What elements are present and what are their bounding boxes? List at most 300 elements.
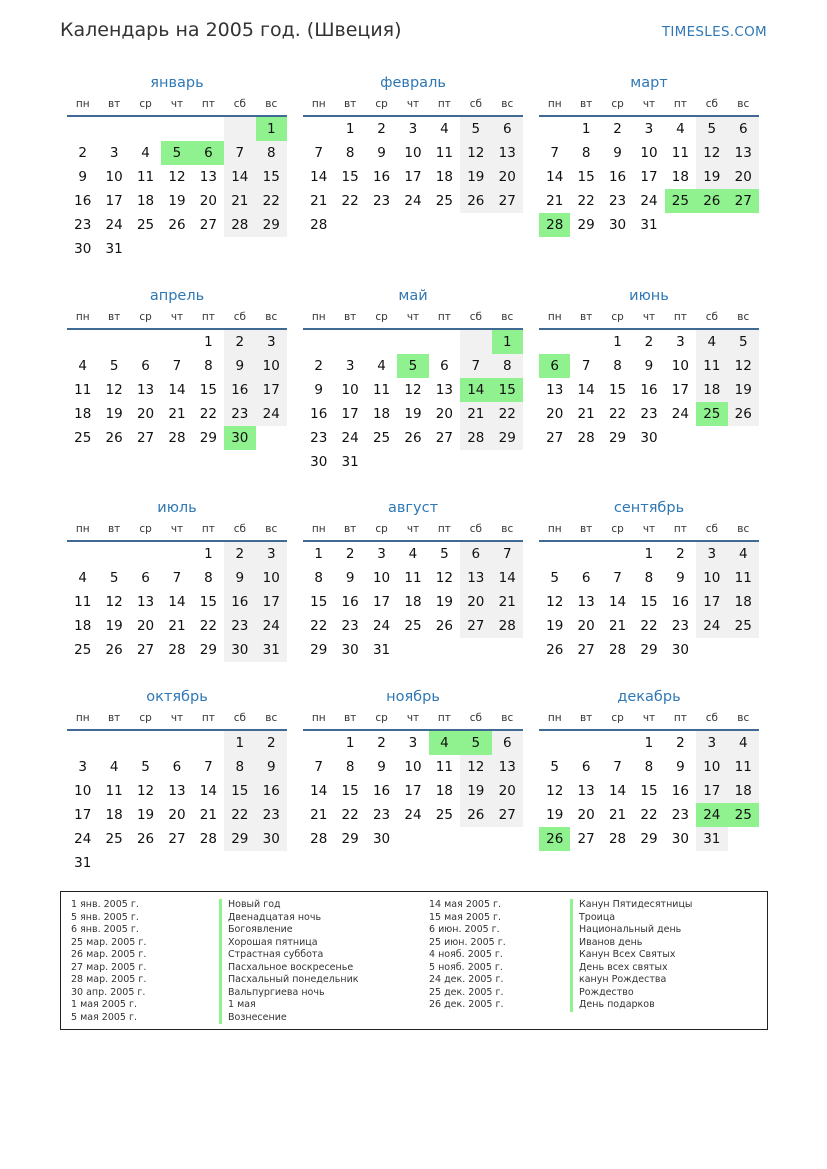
day-cell[interactable]: 27 — [577, 642, 595, 658]
day-cell[interactable]: 13 — [492, 755, 523, 779]
day-cell[interactable]: 13 — [168, 783, 186, 799]
day-cell[interactable]: 11 — [105, 783, 123, 799]
day-cell[interactable]: 12 — [168, 169, 186, 185]
day-cell[interactable]: 15 — [256, 165, 287, 189]
day-cell[interactable]: 21 — [492, 590, 523, 614]
day-cell[interactable]: 1 — [613, 334, 622, 350]
day-cell[interactable]: 4 — [728, 542, 759, 566]
day-cell[interactable]: 14 — [168, 594, 186, 610]
day-cell[interactable]: 10 — [671, 358, 689, 374]
day-cell[interactable]: 23 — [310, 430, 328, 446]
day-cell[interactable]: 17 — [256, 378, 287, 402]
day-cell[interactable]: 6 — [440, 358, 449, 374]
day-cell[interactable]: 30 — [372, 831, 391, 847]
day-cell[interactable]: 19 — [546, 807, 564, 823]
day-cell[interactable]: 19 — [105, 406, 123, 422]
day-cell[interactable]: 2 — [78, 145, 87, 161]
day-cell[interactable]: 22 — [224, 803, 255, 827]
day-cell[interactable]: 6 — [539, 354, 570, 378]
day-cell[interactable]: 13 — [577, 594, 595, 610]
day-cell[interactable]: 15 — [608, 382, 627, 398]
day-cell[interactable]: 24 — [372, 618, 391, 634]
day-cell[interactable]: 8 — [581, 145, 591, 161]
day-cell[interactable]: 3 — [78, 759, 87, 775]
day-cell[interactable]: 1 — [314, 546, 323, 562]
day-cell[interactable]: 8 — [204, 570, 213, 586]
day-cell[interactable]: 21 — [310, 807, 328, 823]
day-cell[interactable]: 10 — [256, 354, 287, 378]
day-cell[interactable]: 9 — [644, 358, 654, 374]
day-cell[interactable]: 5 — [728, 330, 759, 354]
day-cell[interactable]: 31 — [341, 454, 359, 470]
day-cell[interactable]: 26 — [728, 402, 759, 426]
day-cell[interactable]: 25 — [74, 642, 92, 658]
day-cell[interactable]: 24 — [256, 402, 287, 426]
day-cell[interactable]: 9 — [345, 570, 355, 586]
day-cell[interactable]: 13 — [546, 382, 564, 398]
day-cell[interactable]: 22 — [199, 618, 217, 634]
day-cell[interactable]: 28 — [224, 213, 255, 237]
day-cell[interactable]: 30 — [671, 642, 689, 658]
day-cell[interactable]: 26 — [460, 803, 491, 827]
day-cell[interactable]: 29 — [199, 430, 217, 446]
day-cell[interactable]: 1 — [345, 121, 355, 137]
day-cell[interactable]: 27 — [728, 189, 759, 213]
day-cell[interactable]: 3 — [256, 330, 287, 354]
day-cell[interactable]: 30 — [608, 217, 627, 233]
day-cell[interactable]: 26 — [460, 189, 491, 213]
day-cell[interactable]: 27 — [168, 831, 186, 847]
day-cell[interactable]: 16 — [608, 169, 627, 185]
day-cell[interactable]: 25 — [728, 614, 759, 638]
day-cell[interactable]: 27 — [546, 430, 564, 446]
day-cell[interactable]: 26 — [105, 430, 123, 446]
day-cell[interactable]: 29 — [224, 827, 255, 851]
day-cell[interactable]: 12 — [728, 354, 759, 378]
day-cell[interactable]: 6 — [492, 117, 523, 141]
day-cell[interactable]: 7 — [314, 759, 323, 775]
day-cell[interactable]: 23 — [372, 807, 391, 823]
day-cell[interactable]: 1 — [256, 117, 287, 141]
day-cell[interactable]: 3 — [676, 334, 685, 350]
day-cell[interactable]: 15 — [341, 783, 359, 799]
day-cell[interactable]: 23 — [341, 618, 359, 634]
day-cell[interactable]: 16 — [310, 406, 328, 422]
day-cell[interactable]: 18 — [372, 406, 391, 422]
day-cell[interactable]: 28 — [310, 217, 328, 233]
day-cell[interactable]: 13 — [136, 594, 155, 610]
day-cell[interactable]: 5 — [109, 358, 119, 374]
day-cell[interactable]: 8 — [314, 570, 323, 586]
day-cell[interactable]: 24 — [640, 193, 658, 209]
day-cell[interactable]: 20 — [546, 406, 564, 422]
day-cell[interactable]: 11 — [696, 354, 727, 378]
day-cell[interactable]: 6 — [581, 570, 591, 586]
day-cell[interactable]: 20 — [435, 406, 453, 422]
day-cell[interactable]: 1 — [204, 334, 213, 350]
day-cell[interactable]: 22 — [341, 193, 359, 209]
day-cell[interactable]: 23 — [640, 406, 658, 422]
day-cell[interactable]: 7 — [460, 354, 491, 378]
day-cell[interactable]: 16 — [372, 783, 391, 799]
day-cell[interactable]: 27 — [136, 642, 155, 658]
day-cell[interactable]: 9 — [224, 354, 255, 378]
day-cell[interactable]: 26 — [404, 430, 422, 446]
day-cell[interactable]: 17 — [404, 783, 422, 799]
day-cell[interactable]: 11 — [136, 169, 155, 185]
day-cell[interactable]: 12 — [404, 382, 422, 398]
day-cell[interactable]: 10 — [404, 759, 422, 775]
day-cell[interactable]: 18 — [728, 590, 759, 614]
day-cell[interactable]: 4 — [676, 121, 685, 137]
day-cell[interactable]: 7 — [581, 358, 591, 374]
day-cell[interactable]: 29 — [256, 213, 287, 237]
day-cell[interactable]: 25 — [696, 402, 727, 426]
day-cell[interactable]: 7 — [314, 145, 323, 161]
day-cell[interactable]: 17 — [404, 169, 422, 185]
day-cell[interactable]: 17 — [640, 169, 658, 185]
day-cell[interactable]: 11 — [435, 759, 453, 775]
day-cell[interactable]: 30 — [671, 831, 689, 847]
day-cell[interactable]: 29 — [492, 426, 523, 450]
day-cell[interactable]: 1 — [644, 546, 654, 562]
day-cell[interactable]: 6 — [581, 759, 591, 775]
day-cell[interactable]: 15 — [341, 169, 359, 185]
day-cell[interactable]: 17 — [696, 590, 727, 614]
day-cell[interactable]: 10 — [696, 755, 727, 779]
day-cell[interactable]: 10 — [404, 145, 422, 161]
day-cell[interactable]: 4 — [141, 145, 150, 161]
day-cell[interactable]: 23 — [671, 807, 689, 823]
day-cell[interactable]: 17 — [372, 594, 391, 610]
day-cell[interactable]: 24 — [404, 807, 422, 823]
day-cell[interactable]: 22 — [492, 402, 523, 426]
day-cell[interactable]: 14 — [224, 165, 255, 189]
day-cell[interactable]: 23 — [224, 614, 255, 638]
day-cell[interactable]: 11 — [404, 570, 422, 586]
day-cell[interactable]: 30 — [341, 642, 359, 658]
day-cell[interactable]: 1 — [581, 121, 591, 137]
day-cell[interactable]: 3 — [696, 542, 727, 566]
day-cell[interactable]: 10 — [341, 382, 359, 398]
day-cell[interactable]: 2 — [676, 735, 685, 751]
day-cell[interactable]: 15 — [199, 382, 217, 398]
day-cell[interactable]: 8 — [204, 358, 213, 374]
day-cell[interactable]: 7 — [224, 141, 255, 165]
day-cell[interactable]: 14 — [492, 566, 523, 590]
day-cell[interactable]: 30 — [310, 454, 328, 470]
day-cell[interactable]: 21 — [546, 193, 564, 209]
day-cell[interactable]: 2 — [644, 334, 654, 350]
day-cell[interactable]: 16 — [256, 779, 287, 803]
day-cell[interactable]: 31 — [74, 855, 92, 871]
day-cell[interactable]: 21 — [608, 618, 627, 634]
day-cell[interactable]: 13 — [492, 141, 523, 165]
day-cell[interactable]: 16 — [671, 783, 689, 799]
day-cell[interactable]: 7 — [492, 542, 523, 566]
day-cell[interactable]: 6 — [141, 358, 150, 374]
day-cell[interactable]: 18 — [74, 406, 92, 422]
day-cell[interactable]: 25 — [728, 803, 759, 827]
day-cell[interactable]: 24 — [341, 430, 359, 446]
day-cell[interactable]: 2 — [377, 735, 386, 751]
day-cell[interactable]: 18 — [696, 378, 727, 402]
day-cell[interactable]: 3 — [109, 145, 119, 161]
day-cell[interactable]: 8 — [492, 354, 523, 378]
day-cell[interactable]: 10 — [640, 145, 658, 161]
day-cell[interactable]: 24 — [671, 406, 689, 422]
day-cell[interactable]: 24 — [105, 217, 123, 233]
day-cell[interactable]: 6 — [172, 759, 182, 775]
day-cell[interactable]: 6 — [492, 731, 523, 755]
day-cell[interactable]: 12 — [136, 783, 155, 799]
day-cell[interactable]: 29 — [640, 831, 658, 847]
day-cell[interactable]: 16 — [341, 594, 359, 610]
day-cell[interactable]: 18 — [74, 618, 92, 634]
day-cell[interactable]: 31 — [372, 642, 391, 658]
day-cell[interactable]: 21 — [168, 618, 186, 634]
day-cell[interactable]: 18 — [435, 783, 453, 799]
day-cell[interactable]: 20 — [492, 779, 523, 803]
day-cell[interactable]: 23 — [671, 618, 689, 634]
day-cell[interactable]: 20 — [168, 807, 186, 823]
day-cell[interactable]: 9 — [224, 566, 255, 590]
day-cell[interactable]: 16 — [372, 169, 391, 185]
day-cell[interactable]: 6 — [193, 141, 224, 165]
day-cell[interactable]: 28 — [539, 213, 570, 237]
day-cell[interactable]: 4 — [440, 121, 449, 137]
day-cell[interactable]: 25 — [136, 217, 155, 233]
day-cell[interactable]: 23 — [372, 193, 391, 209]
day-cell[interactable]: 26 — [435, 618, 453, 634]
day-cell[interactable]: 17 — [671, 382, 689, 398]
day-cell[interactable]: 7 — [550, 145, 559, 161]
day-cell[interactable]: 24 — [74, 831, 92, 847]
day-cell[interactable]: 13 — [136, 382, 155, 398]
day-cell[interactable]: 19 — [136, 807, 155, 823]
day-cell[interactable]: 26 — [539, 827, 570, 851]
day-cell[interactable]: 17 — [74, 807, 92, 823]
day-cell[interactable]: 2 — [613, 121, 622, 137]
day-cell[interactable]: 9 — [78, 169, 87, 185]
day-cell[interactable]: 22 — [310, 618, 328, 634]
day-cell[interactable]: 11 — [74, 594, 92, 610]
day-cell[interactable]: 18 — [136, 193, 155, 209]
day-cell[interactable]: 4 — [696, 330, 727, 354]
day-cell[interactable]: 15 — [492, 378, 523, 402]
day-cell[interactable]: 19 — [105, 618, 123, 634]
day-cell[interactable]: 7 — [204, 759, 213, 775]
day-cell[interactable]: 22 — [608, 406, 627, 422]
day-cell[interactable]: 5 — [397, 354, 428, 378]
day-cell[interactable]: 29 — [608, 430, 627, 446]
day-cell[interactable]: 15 — [577, 169, 595, 185]
day-cell[interactable]: 25 — [372, 430, 391, 446]
day-cell[interactable]: 7 — [172, 358, 182, 374]
day-cell[interactable]: 16 — [640, 382, 658, 398]
day-cell[interactable]: 5 — [550, 759, 559, 775]
day-cell[interactable]: 23 — [224, 402, 255, 426]
day-cell[interactable]: 5 — [109, 570, 119, 586]
day-cell[interactable]: 1 — [204, 546, 213, 562]
day-cell[interactable]: 24 — [404, 193, 422, 209]
day-cell[interactable]: 2 — [676, 546, 685, 562]
day-cell[interactable]: 12 — [460, 141, 491, 165]
day-cell[interactable]: 24 — [256, 614, 287, 638]
day-cell[interactable]: 3 — [377, 546, 386, 562]
day-cell[interactable]: 12 — [546, 783, 564, 799]
day-cell[interactable]: 16 — [224, 590, 255, 614]
day-cell[interactable]: 28 — [168, 642, 186, 658]
site-logo-text[interactable]: TIMESLES.COM — [661, 24, 767, 40]
day-cell[interactable]: 2 — [377, 121, 386, 137]
day-cell[interactable]: 26 — [105, 642, 123, 658]
day-cell[interactable]: 28 — [608, 642, 627, 658]
day-cell[interactable]: 28 — [168, 430, 186, 446]
day-cell[interactable]: 25 — [665, 189, 696, 213]
day-cell[interactable]: 16 — [74, 193, 92, 209]
day-cell[interactable]: 22 — [577, 193, 595, 209]
day-cell[interactable]: 14 — [577, 382, 595, 398]
day-cell[interactable]: 31 — [256, 638, 287, 662]
day-cell[interactable]: 8 — [345, 759, 355, 775]
day-cell[interactable]: 15 — [640, 594, 658, 610]
day-cell[interactable]: 11 — [728, 755, 759, 779]
day-cell[interactable]: 11 — [435, 145, 453, 161]
day-cell[interactable]: 6 — [460, 542, 491, 566]
day-cell[interactable]: 29 — [310, 642, 328, 658]
day-cell[interactable]: 20 — [460, 590, 491, 614]
day-cell[interactable]: 8 — [224, 755, 255, 779]
day-cell[interactable]: 4 — [78, 358, 87, 374]
day-cell[interactable]: 30 — [74, 241, 92, 257]
day-cell[interactable]: 19 — [546, 618, 564, 634]
day-cell[interactable]: 22 — [640, 618, 658, 634]
day-cell[interactable]: 18 — [435, 169, 453, 185]
day-cell[interactable]: 18 — [404, 594, 422, 610]
day-cell[interactable]: 28 — [608, 831, 627, 847]
day-cell[interactable]: 26 — [696, 189, 727, 213]
day-cell[interactable]: 11 — [372, 382, 391, 398]
day-cell[interactable]: 26 — [136, 831, 155, 847]
day-cell[interactable]: 4 — [109, 759, 119, 775]
day-cell[interactable]: 19 — [168, 193, 186, 209]
day-cell[interactable]: 18 — [671, 169, 689, 185]
day-cell[interactable]: 5 — [460, 117, 491, 141]
day-cell[interactable]: 4 — [78, 570, 87, 586]
day-cell[interactable]: 9 — [676, 759, 685, 775]
day-cell[interactable]: 20 — [199, 193, 217, 209]
day-cell[interactable]: 11 — [74, 382, 92, 398]
day-cell[interactable]: 19 — [728, 378, 759, 402]
day-cell[interactable]: 20 — [136, 406, 155, 422]
day-cell[interactable]: 19 — [404, 406, 422, 422]
day-cell[interactable]: 24 — [696, 614, 727, 638]
day-cell[interactable]: 17 — [256, 590, 287, 614]
day-cell[interactable]: 9 — [314, 382, 323, 398]
day-cell[interactable]: 28 — [199, 831, 217, 847]
day-cell[interactable]: 27 — [492, 189, 523, 213]
day-cell[interactable]: 13 — [460, 566, 491, 590]
day-cell[interactable]: 29 — [640, 642, 658, 658]
day-cell[interactable]: 20 — [577, 618, 595, 634]
day-cell[interactable]: 27 — [460, 614, 491, 638]
day-cell[interactable]: 17 — [105, 193, 123, 209]
day-cell[interactable]: 22 — [256, 189, 287, 213]
day-cell[interactable]: 5 — [161, 141, 192, 165]
day-cell[interactable]: 23 — [74, 217, 92, 233]
day-cell[interactable]: 25 — [74, 430, 92, 446]
day-cell[interactable]: 3 — [408, 121, 418, 137]
day-cell[interactable]: 13 — [199, 169, 217, 185]
day-cell[interactable]: 30 — [224, 426, 255, 450]
day-cell[interactable]: 7 — [172, 570, 182, 586]
day-cell[interactable]: 4 — [408, 546, 418, 562]
day-cell[interactable]: 28 — [310, 831, 328, 847]
day-cell[interactable]: 9 — [613, 145, 622, 161]
day-cell[interactable]: 1 — [224, 731, 255, 755]
day-cell[interactable]: 2 — [256, 731, 287, 755]
day-cell[interactable]: 10 — [74, 783, 92, 799]
day-cell[interactable]: 12 — [435, 570, 453, 586]
day-cell[interactable]: 11 — [671, 145, 689, 161]
day-cell[interactable]: 30 — [640, 430, 658, 446]
day-cell[interactable]: 25 — [435, 807, 453, 823]
day-cell[interactable]: 9 — [377, 145, 386, 161]
day-cell[interactable]: 23 — [608, 193, 627, 209]
day-cell[interactable]: 22 — [199, 406, 217, 422]
day-cell[interactable]: 19 — [696, 165, 727, 189]
day-cell[interactable]: 5 — [550, 570, 559, 586]
day-cell[interactable]: 1 — [345, 735, 355, 751]
day-cell[interactable]: 12 — [696, 141, 727, 165]
day-cell[interactable]: 9 — [377, 759, 386, 775]
day-cell[interactable]: 2 — [314, 358, 323, 374]
day-cell[interactable]: 30 — [256, 827, 287, 851]
day-cell[interactable]: 14 — [168, 382, 186, 398]
day-cell[interactable]: 26 — [546, 642, 564, 658]
day-cell[interactable]: 7 — [613, 759, 622, 775]
day-cell[interactable]: 14 — [199, 783, 217, 799]
day-cell[interactable]: 27 — [492, 803, 523, 827]
day-cell[interactable]: 8 — [644, 570, 654, 586]
day-cell[interactable]: 29 — [577, 217, 595, 233]
day-cell[interactable]: 30 — [224, 638, 255, 662]
day-cell[interactable]: 20 — [577, 807, 595, 823]
day-cell[interactable]: 31 — [640, 217, 658, 233]
day-cell[interactable]: 27 — [199, 217, 217, 233]
day-cell[interactable]: 15 — [640, 783, 658, 799]
day-cell[interactable]: 11 — [728, 566, 759, 590]
day-cell[interactable]: 16 — [671, 594, 689, 610]
day-cell[interactable]: 6 — [728, 117, 759, 141]
day-cell[interactable]: 2 — [224, 330, 255, 354]
day-cell[interactable]: 10 — [256, 566, 287, 590]
day-cell[interactable]: 17 — [341, 406, 359, 422]
day-cell[interactable]: 8 — [256, 141, 287, 165]
day-cell[interactable]: 21 — [224, 189, 255, 213]
day-cell[interactable]: 19 — [435, 594, 453, 610]
day-cell[interactable]: 2 — [345, 546, 355, 562]
day-cell[interactable]: 14 — [608, 783, 627, 799]
day-cell[interactable]: 4 — [429, 731, 460, 755]
day-cell[interactable]: 20 — [136, 618, 155, 634]
day-cell[interactable]: 1 — [492, 330, 523, 354]
day-cell[interactable]: 9 — [256, 755, 287, 779]
day-cell[interactable]: 23 — [256, 803, 287, 827]
day-cell[interactable]: 3 — [345, 358, 355, 374]
day-cell[interactable]: 5 — [696, 117, 727, 141]
